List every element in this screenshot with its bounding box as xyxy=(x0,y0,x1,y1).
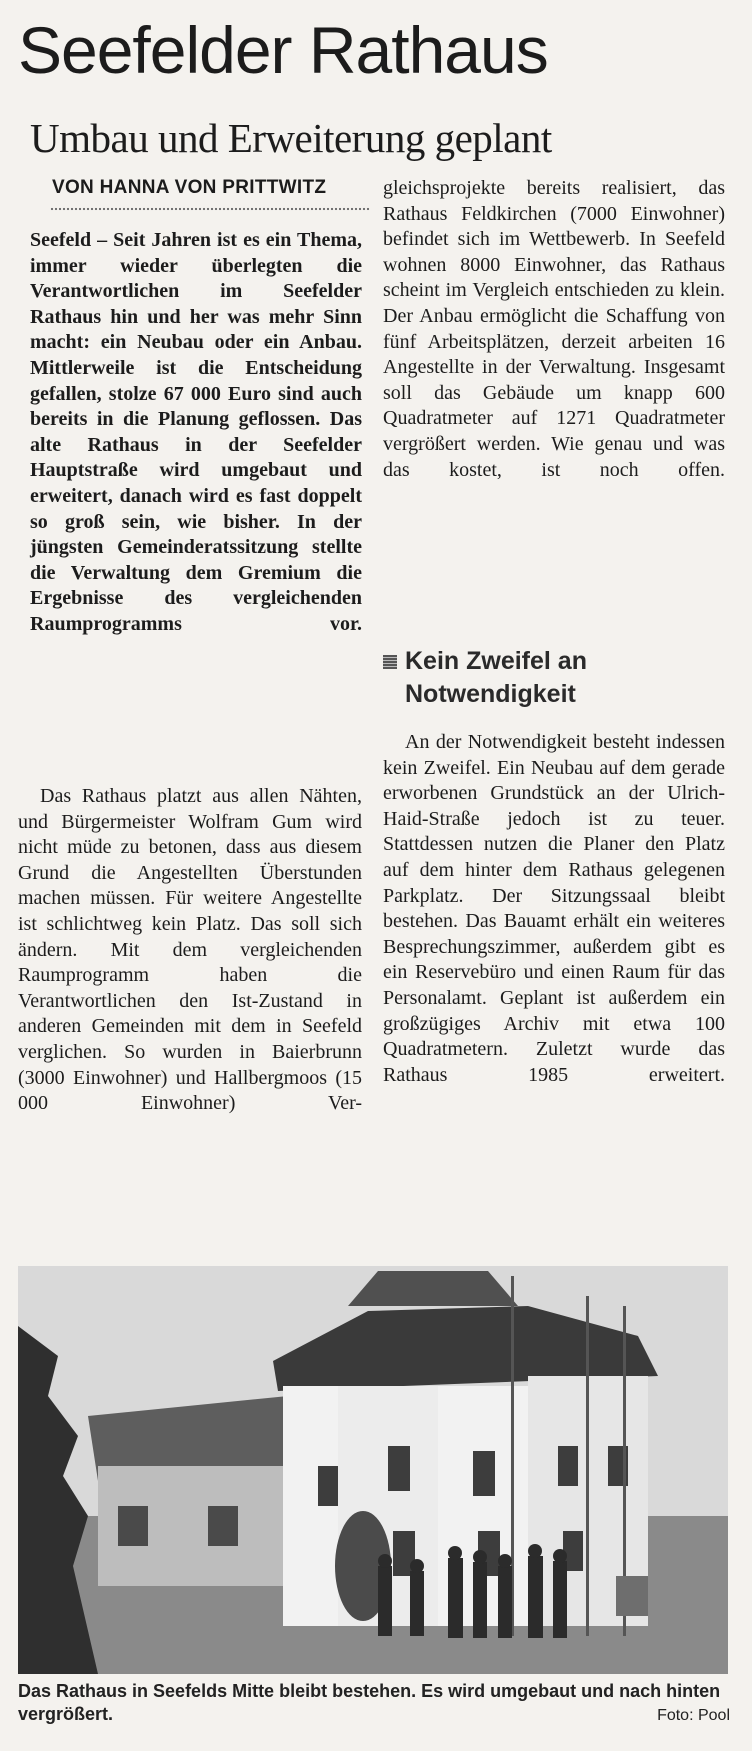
body-paragraph-1a: Das Rathaus platzt aus allen Nähten, und Bürgermeister Wolfram Gum wird nicht müde zu betonen, dass aus diesem Grund die Angestellten Überstunden machen müssen. Für weitere Angestellte ist schlichtweg kein Platz. Das soll sich ändern. Mit dem vergleichenden Raumprogramm haben die Verantwortlichen den Ist-Zustand in anderen Gemeinden mit dem in Seefeld verglichen. So wurden in Baierbrunn (3000 Einwohner) und Hallbergmoos (15 000 Einwohner) Ver- xyxy=(18,785,362,1115)
subheadline: Umbau und Erweiterung geplant xyxy=(30,115,552,161)
town-hall-photo xyxy=(18,1266,728,1674)
photo-credit: Foto: Pool xyxy=(657,1707,730,1724)
byline-divider xyxy=(50,207,370,211)
headline: Seefelder Rathaus xyxy=(18,13,548,87)
photo-caption: Das Rathaus in Seefelds Mitte bleibt bestehen. Es wird umgebaut und nach hinten vergrößert. xyxy=(18,1681,721,1724)
lead-paragraph: Seefeld – Seit Jahren ist es ein Thema, immer wieder überlegten die Verantwortlichen im Seefelder Rathaus hin und her was mehr Sinn macht: ein Neubau oder ein Anbau. Mittlerweile ist die Entscheidung gefallen, stolze 67 000 Euro sind auch bereits in die Planung geflossen. Das alte Rathaus in der Seefelder Hauptstraße wird umgebaut und erweitert, danach wird es fast doppelt so groß sein, wie bisher. In der jüngsten Gemeinderatssitzung stellte die Verwaltung dem Gremium die Ergebnisse des vergleichenden Raumprogramms vor. xyxy=(30,229,362,635)
subtitle: Kein Zweifel an Notwendigkeit xyxy=(405,647,587,708)
subtitle-bullet-icon xyxy=(383,655,397,669)
body-paragraph-2: An der Notwendigkeit besteht indessen kein Zweifel. Ein Neubau auf dem gerade erworbenen Grundstück an der Ulrich-Haid-Straße jedoch ist zu teuer. Stattdessen nutzen die Planer den Platz auf dem hinter dem Rathaus gelegenen Parkplatz. Der Sitzungssaal bleibt bestehen. Das Bauamt erhält ein weiteres Besprechungszimmer, außerdem gibt es ein Reservebüro und einen Raum für das Personalamt. Geplant ist außerdem ein großzügiges Archiv mit etwa 100 Quadratmetern. Zuletzt wurde das Rathaus 1985 erweitert. xyxy=(383,731,725,1086)
byline: VON HANNA VON PRITTWITZ xyxy=(52,177,327,198)
body-paragraph-1b: gleichsprojekte bereits realisiert, das Rathaus Feldkirchen (7000 Einwohner) befindet sich im Wettbewerb. In Seefeld wohnen 8000 Einwohner, das Rathaus scheint im Vergleich entschieden zu klein. Der Anbau ermöglicht die Schaffung von fünf Arbeitsplätzen, derzeit arbeiten 16 Angestellte in der Verwaltung. Insgesamt soll das Gebäude um knapp 600 Quadratmeter auf 1271 Quadratmeter vergrößert werden. Wie genau und was das kostet, ist noch offen. xyxy=(383,177,725,481)
